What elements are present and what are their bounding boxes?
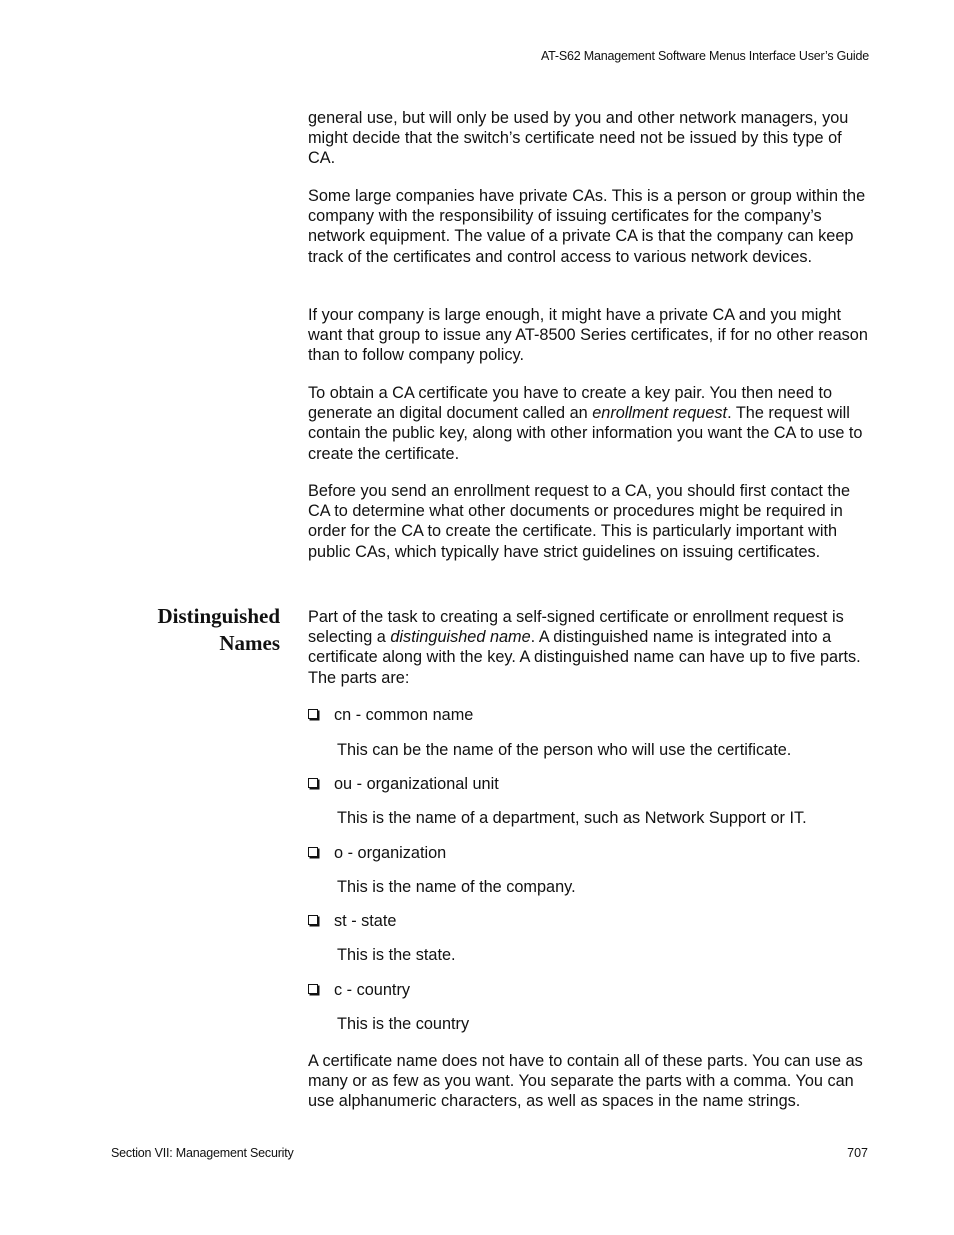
section-intro: Part of the task to creating a self-signed certificate or enrollment request is selecting a distinguished name. A distinguished name is integrated into a certificate along with the key. A distinguished name can have up to five parts. The parts are:: [308, 608, 861, 687]
body-paragraph: If your company is large enough, it might have a private CA and you might want that group to issue any AT-8500 Series certificates, if for no other reason than to follow company policy.: [308, 306, 868, 365]
emphasis-term: distinguished name: [390, 628, 531, 647]
emphasis-term: enrollment request: [592, 404, 728, 423]
list-item-description: This is the name of the company.: [337, 878, 576, 896]
checkbox-bullet-icon: [308, 984, 318, 994]
list-item-description: This is the state.: [337, 946, 456, 964]
list-item-description: This is the name of a department, such as Network Support or IT.: [337, 809, 807, 827]
list-item-description: This can be the name of the person who will use the certificate.: [337, 741, 792, 759]
list-item: cn - common name: [308, 705, 473, 725]
body-paragraph: Some large companies have private CAs. This is a person or group within the company with the responsibility of issuing certificates for the company’s network equipment. The value of a private CA is that the company can keep track of the certificates and control access to various network devices.: [308, 187, 866, 266]
body-paragraph: Before you send an enrollment request to a CA, you should first contact the CA to determine what other documents or procedures might be required in order for the CA to create the certificate. This is particularly important with public CAs, which typically have strict guidelines on issuing certificates.: [308, 482, 851, 561]
running-header: AT-S62 Management Software Menus Interface User’s Guide: [540, 49, 869, 63]
section-heading: Distinguished Names: [157, 604, 280, 655]
list-item: o - organization: [308, 843, 446, 863]
list-item-description: This is the country: [337, 1015, 470, 1033]
page-number: 707: [847, 1146, 868, 1160]
body-paragraph: To obtain a CA certificate you have to create a key pair. You then need to generate an digital document called an enrollment request. The request will contain the public key, along with other information you want the CA to use to create the certificate.: [308, 384, 863, 463]
checkbox-bullet-icon: [308, 709, 318, 719]
checkbox-bullet-icon: [308, 915, 318, 925]
list-item: st - state: [308, 911, 396, 931]
body-paragraph: general use, but will only be used by you and other network managers, you might decide that the switch’s certificate need not be issued by this type of CA.: [308, 109, 849, 168]
checkbox-bullet-icon: [308, 778, 318, 788]
list-item: c - country: [308, 980, 410, 1000]
footer-section: Section VII: Management Security: [111, 1146, 294, 1160]
checkbox-bullet-icon: [308, 847, 318, 857]
list-item: ou - organizational unit: [308, 774, 499, 794]
body-paragraph: A certificate name does not have to contain all of these parts. You can use as many or as few as you want. You separate the parts with a comma. You can use alphanumeric characters, as well as spaces in the name strings.: [308, 1052, 863, 1111]
